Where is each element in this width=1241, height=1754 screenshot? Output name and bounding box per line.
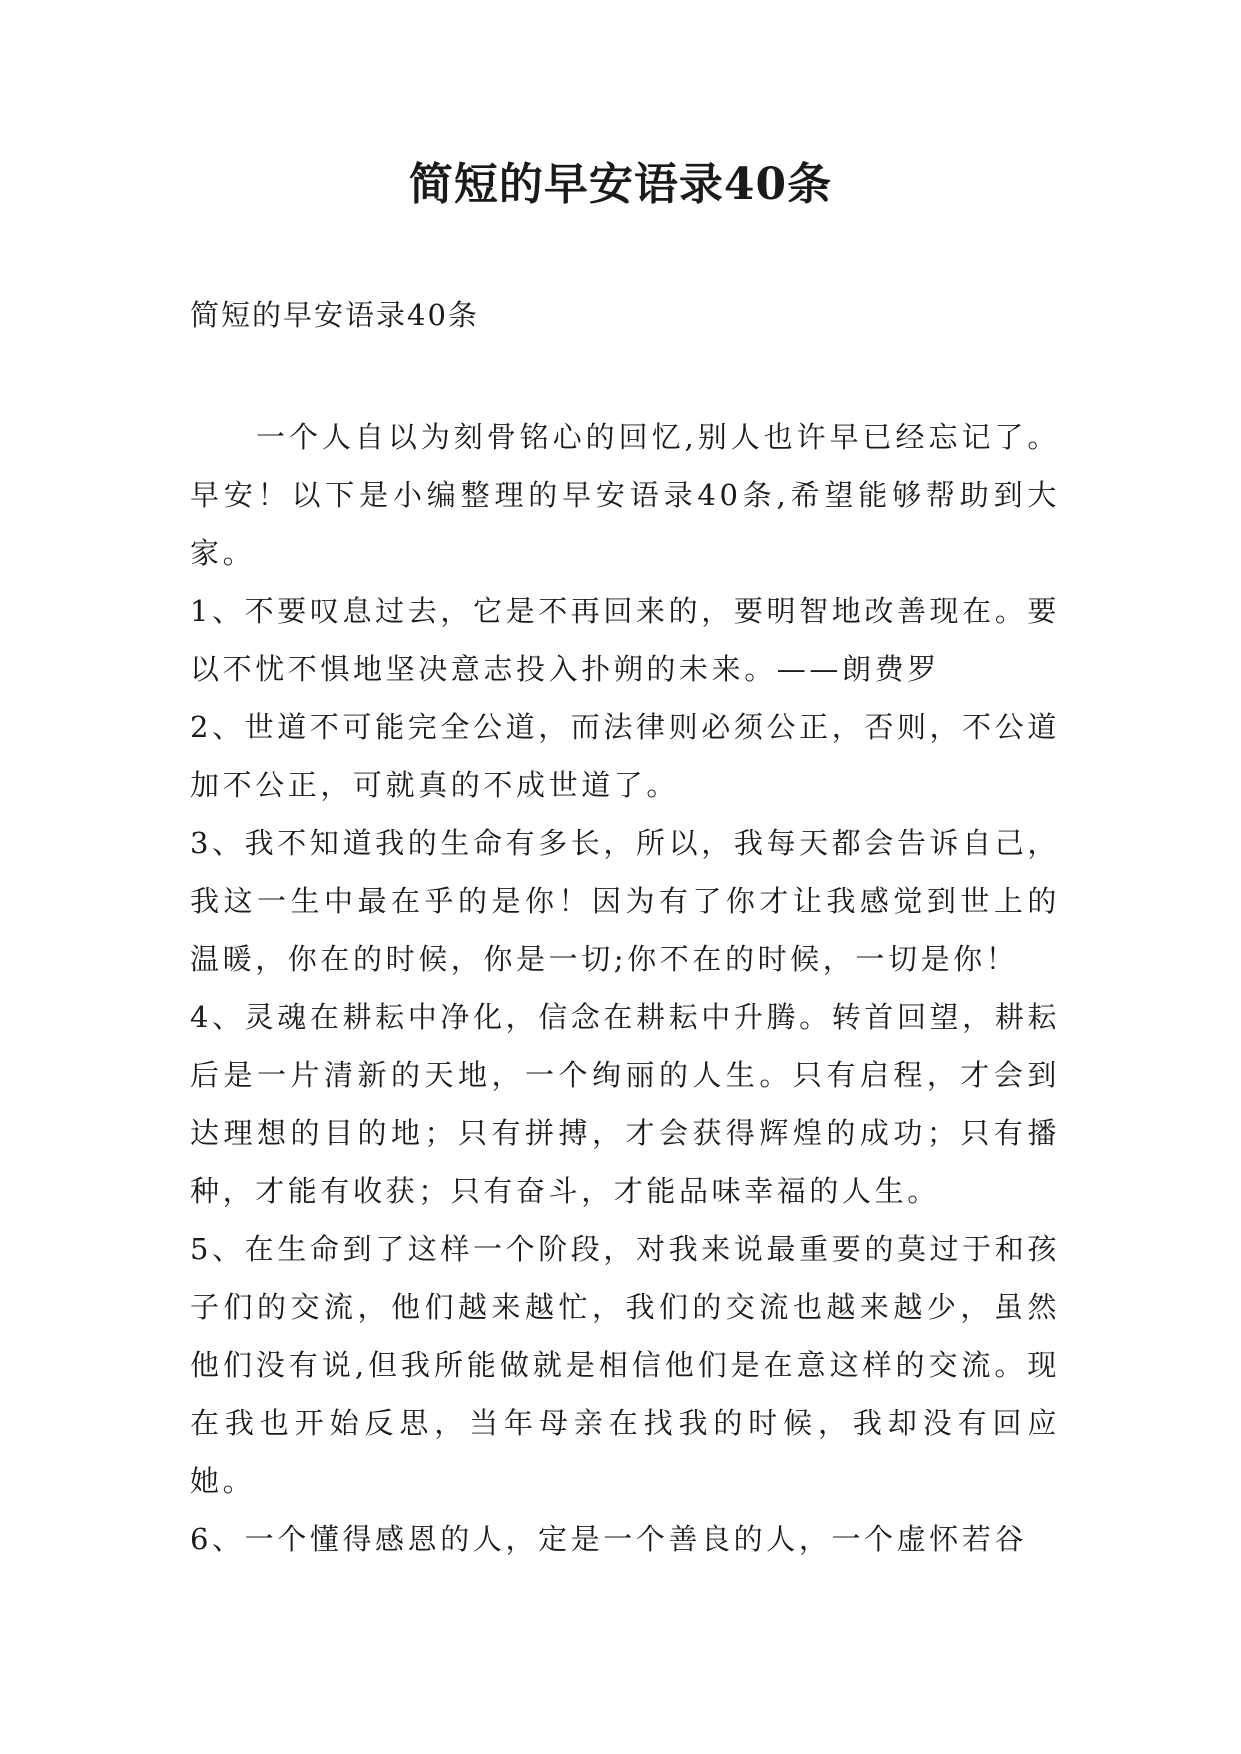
quote-item-2: 2、世道不可能完全公道，而法律则必须公正，否则，不公道加不公正，可就真的不成世道了。 xyxy=(190,710,1060,802)
quote-item-3: 3、我不知道我的生命有多长，所以，我每天都会告诉自己，我这一生中最在乎的是你！因为有了你才让我感觉到世上的温暖，你在的时候，你是一切;你不在的时候，一切是你！ xyxy=(190,826,1060,976)
quote-item-1: 1、不要叹息过去，它是不再回来的，要明智地改善现在。要以不忧不惧地坚决意志投入扑朔的未来。——朗费罗 xyxy=(190,594,1060,686)
quote-item-4: 4、灵魂在耕耘中净化，信念在耕耘中升腾。转首回望，耕耘后是一片清新的天地，一个绚丽的人生。只有启程，才会到达理想的目的地；只有拼搏，才会获得辉煌的成功；只有播种，才能有收获；只有奋斗，才能品味幸福的人生。 xyxy=(190,1000,1060,1208)
quote-item-6: 6、一个懂得感恩的人，定是一个善良的人，一个虚怀若谷 xyxy=(190,1522,1028,1556)
quote-item-5: 5、在生命到了这样一个阶段，对我来说最重要的莫过于和孩子们的交流，他们越来越忙，我们的交流也越来越少，虽然他们没有说,但我所能做就是相信他们是在意这样的交流。现在我也开始反思，当年母亲在找我的时候，我却没有回应她。 xyxy=(190,1232,1060,1498)
document-title: 简短的早安语录40条 xyxy=(408,159,833,210)
document-body xyxy=(190,408,1060,1568)
intro-paragraph: 一个人自以为刻骨铭心的回忆,别人也许早已经忘记了。早安！以下是小编整理的早安语录40条,希望能够帮助到大家。 xyxy=(190,420,1060,570)
document-subtitle: 简短的早安语录40条 xyxy=(190,298,479,332)
